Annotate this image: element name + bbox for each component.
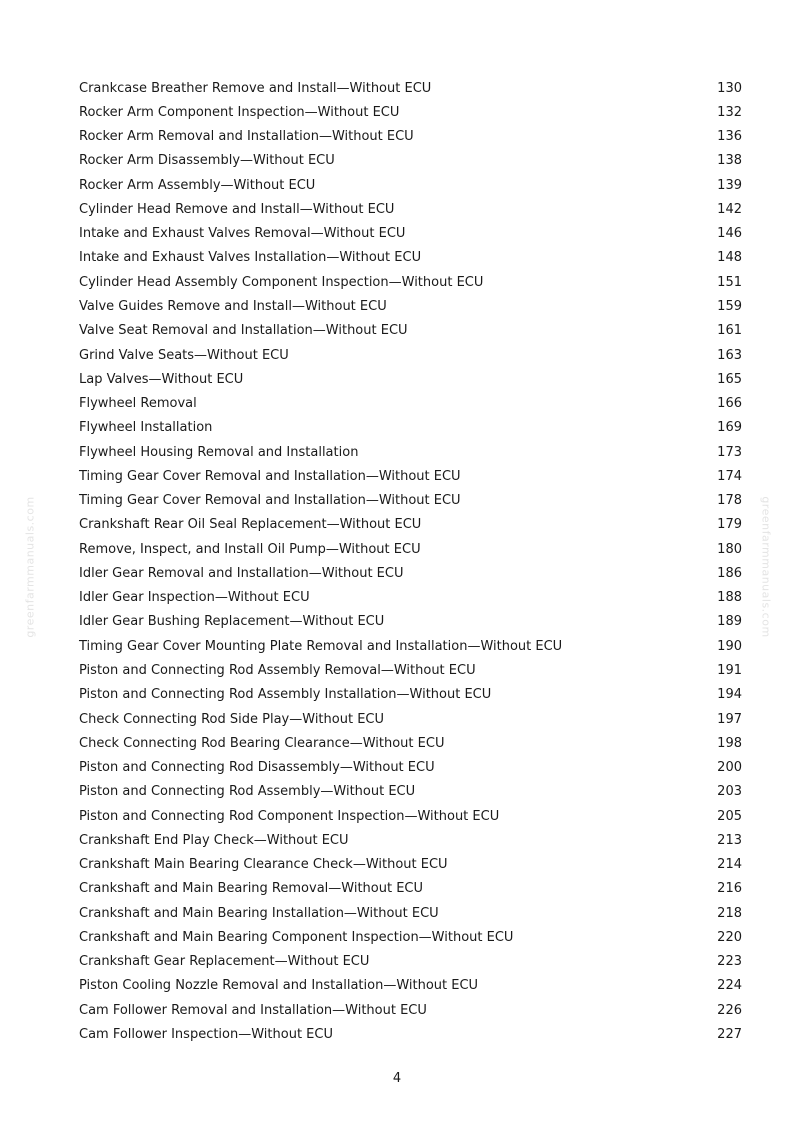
toc-entry-title: Grind Valve Seats—Without ECU (79, 347, 289, 363)
toc-entry-page: 139 (717, 177, 742, 193)
toc-entry-title: Idler Gear Inspection—Without ECU (79, 590, 310, 606)
toc-entry-title: Piston and Connecting Rod Assembly—Without ECU (79, 784, 416, 800)
toc-entry-title: Timing Gear Cover Removal and Installation—Without ECU (79, 468, 461, 484)
toc-entry-title: Piston and Connecting Rod Assembly Installation—Without ECU (79, 687, 492, 703)
toc-entry[interactable] (79, 731, 742, 755)
toc-entry-page: 191 (717, 663, 742, 678)
toc-entry[interactable] (79, 658, 742, 682)
toc-entry-title: Valve Seat Removal and Installation—Without ECU (79, 323, 408, 339)
toc-entry[interactable] (79, 853, 742, 877)
toc-entry[interactable] (79, 367, 742, 391)
toc-entry[interactable] (79, 173, 742, 197)
toc-entry[interactable] (79, 755, 742, 779)
toc-entry[interactable] (79, 925, 742, 949)
toc-entry[interactable] (79, 877, 742, 901)
toc-entry[interactable] (79, 319, 742, 343)
watermark-right: greenfarmmanuals.com (759, 496, 773, 638)
toc-entry-page: 174 (717, 468, 742, 484)
toc-entry-page: 200 (717, 760, 742, 776)
toc-entry-title: Crankshaft and Main Bearing Removal—Without ECU (79, 881, 424, 897)
toc-entry-title: Crankcase Breather Remove and Install—Without ECU (79, 80, 432, 96)
watermark-left: greenfarmmanuals.com (23, 496, 37, 638)
toc-entry[interactable] (79, 780, 742, 804)
toc-entry[interactable] (79, 707, 742, 731)
toc-entry[interactable] (79, 246, 742, 270)
toc-entry-page: 224 (717, 978, 742, 994)
toc-entry[interactable] (79, 489, 742, 513)
toc-entry-page: 159 (717, 299, 742, 315)
toc-entry-title: Piston and Connecting Rod Component Inspection—Without ECU (79, 808, 500, 824)
page-number: 4 (392, 1071, 402, 1086)
toc-entry-title: Rocker Arm Removal and Installation—Without ECU (79, 129, 414, 145)
toc-entry[interactable] (79, 222, 742, 246)
toc-entry-page: 205 (717, 808, 742, 824)
toc-entry-page: 198 (717, 735, 742, 751)
toc-entry-page: 216 (717, 881, 742, 897)
toc-entry-page: 151 (717, 274, 742, 290)
toc-entry-page: 226 (717, 1002, 742, 1018)
toc-entry-page: 132 (717, 104, 742, 120)
toc-entry-page: 165 (717, 371, 742, 387)
toc-entry-title: Piston and Connecting Rod Disassembly—Without ECU (79, 760, 435, 776)
toc-entry-page: 223 (717, 954, 742, 970)
toc-entry[interactable] (79, 197, 742, 221)
toc-entry-page: 173 (717, 444, 742, 460)
toc-entry-page: 163 (717, 347, 742, 363)
toc-entry-title: Flywheel Installation (79, 420, 213, 436)
toc-entry[interactable] (79, 901, 742, 925)
toc-entry-title: Cylinder Head Assembly Component Inspection—Without ECU (79, 274, 484, 290)
toc-entry-title: Crankshaft and Main Bearing Installation—Without ECU (79, 905, 439, 921)
toc-entry-page: 227 (717, 1026, 742, 1042)
toc-entry-title: Crankshaft Main Bearing Clearance Check—Without ECU (79, 857, 448, 873)
toc-entry-title: Rocker Arm Disassembly—Without ECU (79, 153, 335, 169)
toc-entry-title: Rocker Arm Component Inspection—Without ECU (79, 104, 400, 120)
toc-entry[interactable] (79, 100, 742, 124)
toc-entry-page: 203 (717, 784, 742, 800)
toc-entry-page: 179 (717, 517, 742, 533)
toc-entry-page: 218 (717, 905, 742, 921)
toc-entry-page: 180 (717, 541, 742, 557)
toc-entry-page: 169 (717, 420, 742, 436)
toc-entry-title: Crankshaft Rear Oil Seal Replacement—Without ECU (79, 517, 422, 533)
toc-entry-page: 188 (717, 590, 742, 606)
toc-entry-page: 189 (717, 614, 742, 630)
toc-entry-page: 197 (717, 711, 742, 727)
toc-entry[interactable] (79, 683, 742, 707)
toc-entry-page: 142 (717, 201, 742, 217)
toc-entry-page: 213 (717, 832, 742, 848)
toc-entry[interactable] (79, 391, 742, 415)
toc-entry-page: 138 (717, 153, 742, 169)
toc-entry[interactable] (79, 950, 742, 974)
toc-entry-page: 178 (717, 493, 742, 509)
toc-entry-title: Crankshaft and Main Bearing Component Inspection—Without ECU (79, 929, 514, 945)
toc-entry-title: Cylinder Head Remove and Install—Without ECU (79, 201, 395, 217)
toc-entry-title: Intake and Exhaust Valves Installation—Without ECU (79, 250, 422, 266)
toc-entry-title: Idler Gear Bushing Replacement—Without ECU (79, 614, 385, 630)
toc-entry[interactable] (79, 149, 742, 173)
toc-entry-title: Lap Valves—Without ECU (79, 371, 244, 387)
toc-entry-page: 220 (717, 929, 742, 945)
toc-entry[interactable] (79, 125, 742, 149)
toc-entry-title: Cam Follower Inspection—Without ECU (79, 1026, 333, 1042)
toc-entry[interactable] (79, 998, 742, 1022)
toc-entry-title: Flywheel Removal (79, 396, 197, 412)
toc-entry-page: 148 (717, 250, 742, 266)
toc-entry[interactable] (79, 270, 742, 294)
toc-entry-title: Check Connecting Rod Side Play—Without ECU (79, 711, 384, 727)
toc-entry-page: 130 (717, 80, 742, 96)
toc-entry[interactable] (79, 440, 742, 464)
toc-entry-page: 136 (717, 129, 742, 145)
toc-entry[interactable] (79, 343, 742, 367)
toc-entry[interactable] (79, 76, 742, 100)
toc-entry[interactable] (79, 586, 742, 610)
toc-entry-title: Rocker Arm Assembly—Without ECU (79, 177, 316, 193)
toc-entry[interactable] (79, 561, 742, 585)
toc-entry-title: Check Connecting Rod Bearing Clearance—Without ECU (79, 735, 445, 751)
toc-entry-title: Timing Gear Cover Removal and Installation—Without ECU (79, 493, 461, 509)
toc-entry-page: 166 (717, 396, 742, 412)
toc-entry[interactable] (79, 294, 742, 318)
toc-entry[interactable] (79, 537, 742, 561)
toc-entry-page: 146 (717, 226, 742, 242)
toc-entry-title: Flywheel Housing Removal and Installation (79, 444, 359, 460)
toc-entry-page: 186 (717, 565, 742, 581)
toc-entry-page: 214 (717, 857, 742, 873)
toc-entry-title: Piston Cooling Nozzle Removal and Installation—Without ECU (79, 978, 479, 994)
toc-entry-page: 194 (717, 687, 742, 703)
toc-entry-title: Intake and Exhaust Valves Removal—Without ECU (79, 226, 406, 242)
toc-entry-title: Idler Gear Removal and Installation—Without ECU (79, 565, 404, 581)
toc-entry[interactable] (79, 416, 742, 440)
toc-entry-title: Valve Guides Remove and Install—Without ECU (79, 299, 387, 315)
toc-entry-title: Timing Gear Cover Mounting Plate Removal and Installation—Without ECU (79, 638, 563, 654)
toc-entry[interactable] (79, 634, 742, 658)
toc-entry[interactable] (79, 1022, 742, 1046)
toc-entry[interactable] (79, 804, 742, 828)
table-of-contents (79, 76, 742, 1047)
toc-entry-title: Crankshaft Gear Replacement—Without ECU (79, 954, 370, 970)
toc-entry-page: 190 (717, 638, 742, 654)
toc-entry-page: 161 (717, 323, 742, 339)
toc-entry-title: Cam Follower Removal and Installation—Without ECU (79, 1002, 427, 1018)
toc-entry[interactable] (79, 513, 742, 537)
toc-entry[interactable] (79, 828, 742, 852)
toc-entry[interactable] (79, 974, 742, 998)
toc-entry-title: Piston and Connecting Rod Assembly Removal—Without ECU (79, 663, 476, 678)
toc-entry[interactable] (79, 610, 742, 634)
toc-entry-title: Remove, Inspect, and Install Oil Pump—Without ECU (79, 541, 421, 557)
toc-entry-title: Crankshaft End Play Check—Without ECU (79, 832, 349, 848)
toc-entry[interactable] (79, 464, 742, 488)
